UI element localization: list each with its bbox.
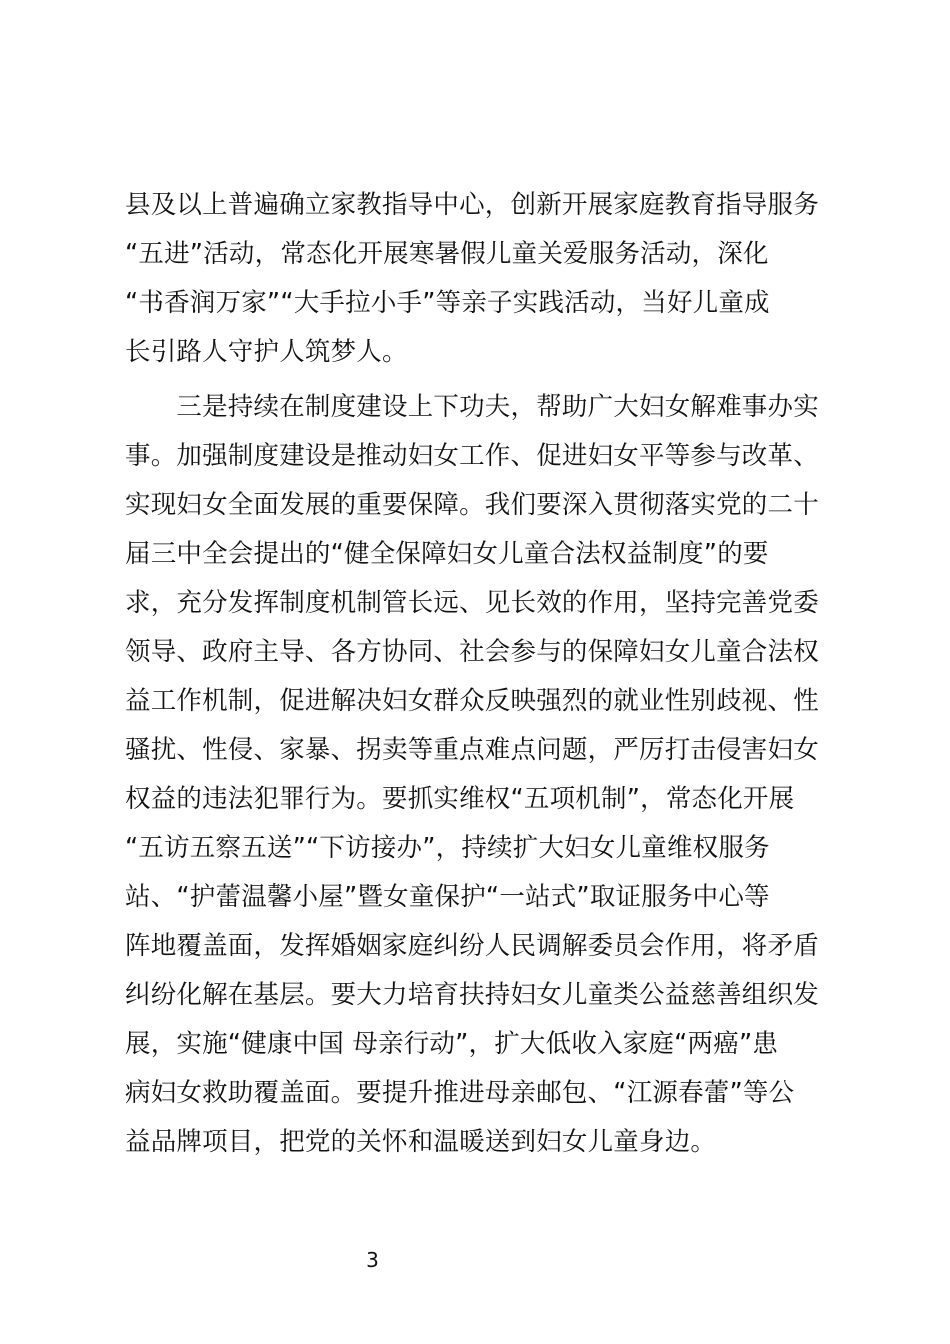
text-line: “书香润万家”“大手拉小手”等亲子实践活动，当好儿童成 — [125, 288, 770, 318]
text-line: 站、“护蕾温馨小屋”暨女童保护“一站式”取证服务中心等 — [125, 882, 770, 912]
text-line: 展，实施“健康中国 母亲行动”，扩大低收入家庭“两癌”患 — [125, 1029, 779, 1059]
text-line: 县及以上普遍确立家教指导中心，创新开展家庭教育指导服务 — [125, 190, 819, 220]
paragraph-start-line: 三是持续在制度建设上下功夫，帮助广大妇女解难事办实 — [125, 392, 819, 422]
text-line: 益工作机制，促进解决妇女群众反映强烈的就业性别歧视、性 — [125, 686, 819, 716]
text-line: 事。加强制度建设是推动妇女工作、促进妇女平等参与改革、 — [125, 441, 819, 471]
text-line: 纠纷化解在基层。要大力培育扶持妇女儿童类公益慈善组织发 — [125, 980, 819, 1010]
text-line: 届三中全会提出的“健全保障妇女儿童合法权益制度”的要 — [125, 539, 769, 569]
text-line: 阵地覆盖面，发挥婚姻家庭纠纷人民调解委员会作用，将矛盾 — [125, 931, 819, 961]
text-line: 权益的违法犯罪行为。要抓实维权“五项机制”，常态化开展 — [125, 784, 795, 814]
page-number: 3 — [366, 1248, 379, 1272]
text-line: 求，充分发挥制度机制管长远、见长效的作用，坚持完善党委 — [125, 588, 819, 618]
text-line: 骚扰、性侵、家暴、拐卖等重点难点问题，严厉打击侵害妇女 — [125, 735, 819, 765]
text-line: “五进”活动，常态化开展寒暑假儿童关爱服务活动，深化 — [125, 239, 769, 269]
text-line: “五访五察五送”“下访接办”，持续扩大妇女儿童维权服务 — [125, 833, 770, 863]
text-line: 实现妇女全面发展的重要保障。我们要深入贯彻落实党的二十 — [125, 490, 819, 520]
text-line: 病妇女救助覆盖面。要提升推进母亲邮包、“江源春蕾”等公 — [125, 1078, 795, 1108]
text-line: 长引路人守护人筑梦人。 — [125, 337, 408, 367]
text-line: 益品牌项目，把党的关怀和温暖送到妇女儿童身边。 — [125, 1127, 717, 1157]
text-line: 领导、政府主导、各方协同、社会参与的保障妇女儿童合法权 — [125, 637, 819, 667]
